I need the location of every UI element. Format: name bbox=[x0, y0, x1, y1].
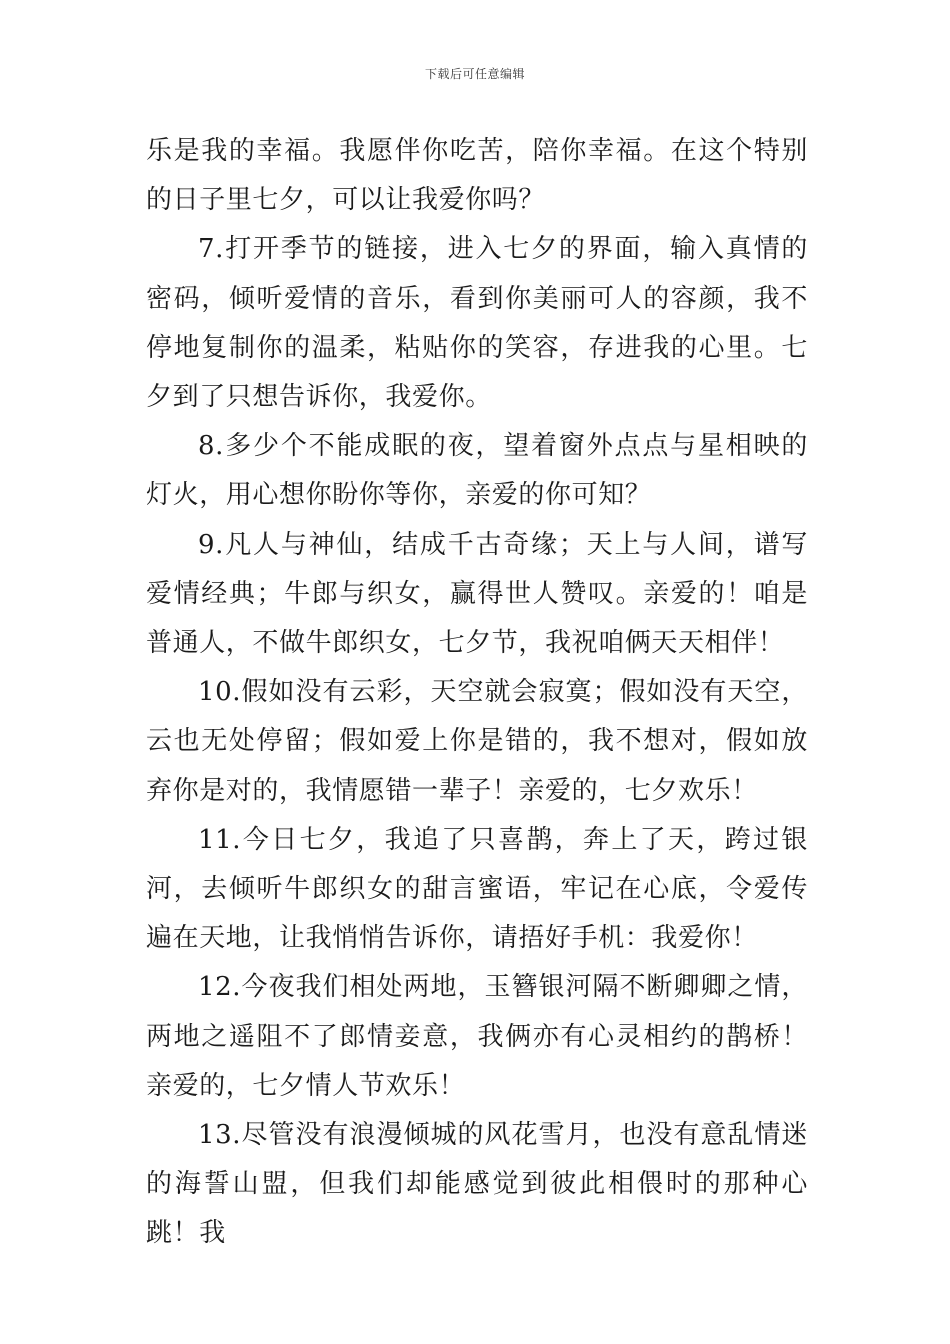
paragraph-7: 7.打开季节的链接，进入七夕的界面，输入真情的密码，倾听爱情的音乐，看到你美丽可人的容颜，我不停地复制你的温柔，粘贴你的笑容，存进我的心里。七夕到了只想告诉你，我爱你。 bbox=[146, 234, 808, 413]
paragraph-8: 8.多少个不能成眠的夜，望着窗外点点与星相映的灯火，用心想你盼你等你，亲爱的你可知？ bbox=[146, 431, 808, 511]
paragraph-12: 12.今夜我们相处两地，玉簪银河隔不断卿卿之情，两地之遥阻不了郎情妾意，我俩亦有心灵相约的鹊桥！亲爱的，七夕情人节欢乐！ bbox=[146, 972, 808, 1101]
paragraph-11: 11.今日七夕，我追了只喜鹊，奔上了天，跨过银河，去倾听牛郎织女的甜言蜜语，牢记在心底，令爱传遍在天地，让我悄悄告诉你，请捂好手机：我爱你！ bbox=[146, 824, 808, 954]
page-header: 下载后可任意编辑 bbox=[424, 67, 525, 81]
document-body bbox=[146, 127, 808, 1259]
paragraph-9: 9.凡人与神仙，结成千古奇缘；天上与人间，谱写爱情经典；牛郎与织女，赢得世人赞叹。亲爱的！咱是普通人，不做牛郎织女，七夕节，我祝咱俩天天相伴！ bbox=[146, 529, 808, 659]
paragraph-continuation: 乐是我的幸福。我愿伴你吃苦，陪你幸福。在这个特别的日子里七夕，可以让我爱你吗？ bbox=[146, 136, 808, 216]
paragraph-13: 13.尽管没有浪漫倾城的风花雪月，也没有意乱情迷的海誓山盟，但我们却能感觉到彼此相偎时的那种心跳！我 bbox=[146, 1120, 808, 1249]
paragraph-10: 10.假如没有云彩，天空就会寂寞；假如没有天空，云也无处停留；假如爱上你是错的，我不想对，假如放弃你是对的，我情愿错一辈子！亲爱的，七夕欢乐！ bbox=[146, 677, 808, 806]
